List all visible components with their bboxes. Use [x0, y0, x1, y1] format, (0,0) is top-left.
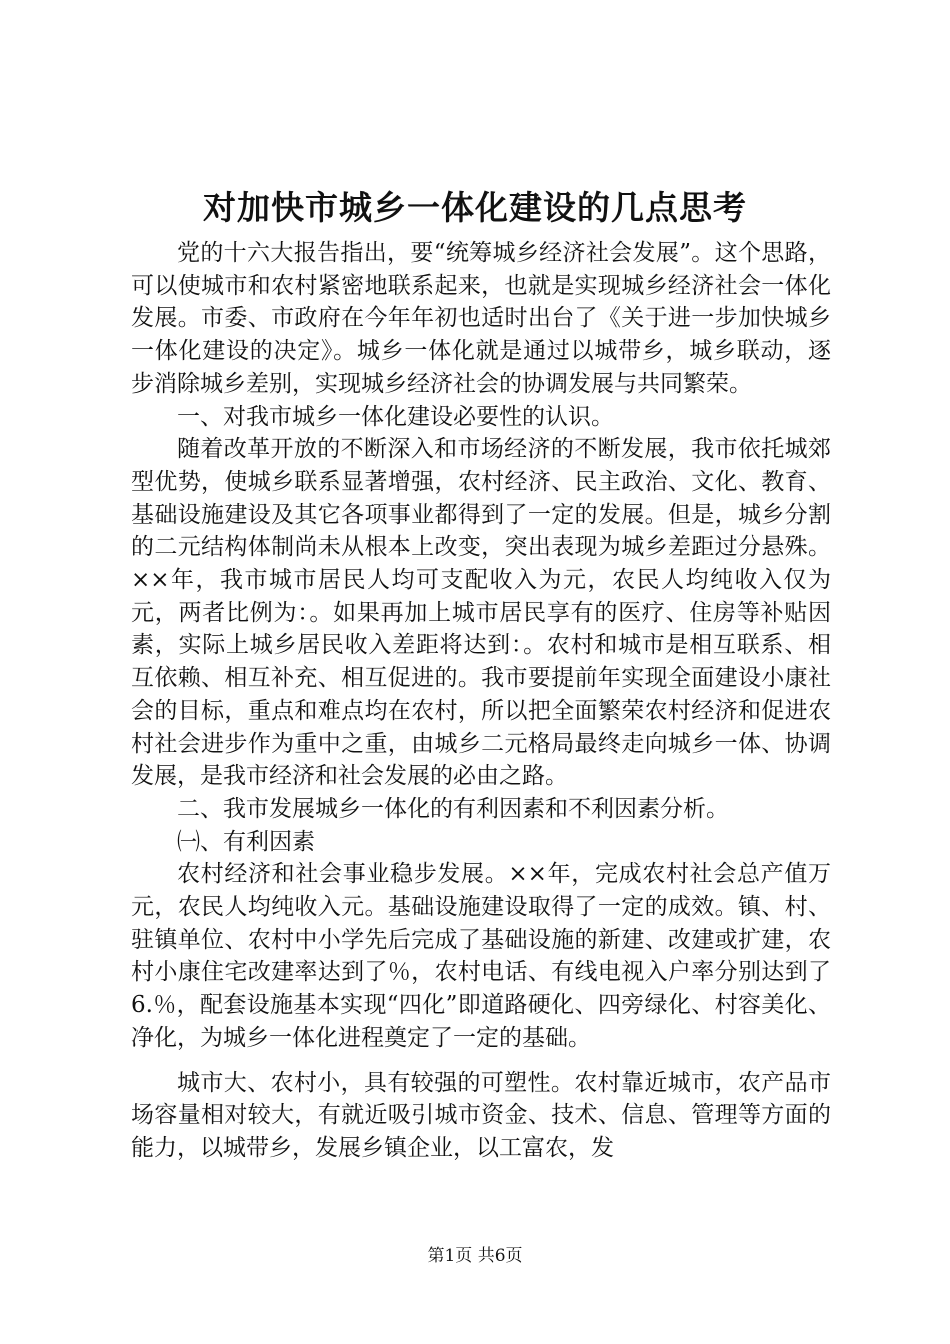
paragraph-necessity: 随着改革开放的不断深入和市场经济的不断发展，我市依托城郊型优势，使城乡联系显著增强，农村经济、民主政治、文化、教育、基础设施建设及其它各项事业都得到了一定的发展。但是，城乡分割的二元结构体制尚未从根本上改变，突出表现为城乡差距过分悬殊。××年，我市城市居民人均可支配收入为元，农民人均纯收入仅为元，两者比例为：。如果再加上城市居民享有的医疗、住房等补贴因素，实际上城乡居民收入差距将达到：。农村和城市是相互联系、相互依赖、相互补充、相互促进的。我市要提前年实现全面建设小康社会的目标，重点和难点均在农村，所以把全面繁荣农村经济和促进农村社会进步作为重中之重，由城乡二元格局最终走向城乡一体、协调发展，是我市经济和社会发展的必由之路。 — [131, 436, 831, 790]
document-body — [131, 237, 831, 1165]
subsection-heading-favorable: ㈠、有利因素 — [177, 828, 315, 855]
page-footer: 第1页 共6页 — [427, 1246, 523, 1266]
paragraph-intro: 党的十六大报告指出，要“统筹城乡经济社会发展”。这个思路，可以使城市和农村紧密地联系起来，也就是实现城乡经济社会一体化发展。市委、市政府在今年年初也适时出台了《关于进一步加快城乡一体化建设的决定》。城乡一体化就是通过以城带乡，城乡联动，逐步消除城乡差别，实现城乡经济社会的协调发展与共同繁荣。 — [131, 240, 831, 397]
section-heading-necessity: 一、对我市城乡一体化建设必要性的认识。 — [177, 403, 614, 430]
section-heading-analysis: 二、我市发展城乡一体化的有利因素和不利因素分析。 — [177, 795, 729, 822]
paragraph-city-large-rural-small: 城市大、农村小，具有较强的可塑性。农村靠近城市，农产品市场容量相对较大，有就近吸引城市资金、技术、信息、管理等方面的能力，以城带乡，发展乡镇企业，以工富农，发 — [131, 1069, 831, 1161]
paragraph-rural-development: 农村经济和社会事业稳步发展。××年，完成农村社会总产值万元，农民人均纯收入元。基础设施建设取得了一定的成效。镇、村、驻镇单位、农村中小学先后完成了基础设施的新建、改建或扩建，农村小康住宅改建率达到了％，农村电话、有线电视入户率分别达到了6.％，配套设施基本实现“四化”即道路硬化、四旁绿化、村容美化、净化，为城乡一体化进程奠定了一定的基础。 — [131, 861, 831, 1051]
document-title: 对加快市城乡一体化建设的几点思考 — [203, 188, 747, 227]
